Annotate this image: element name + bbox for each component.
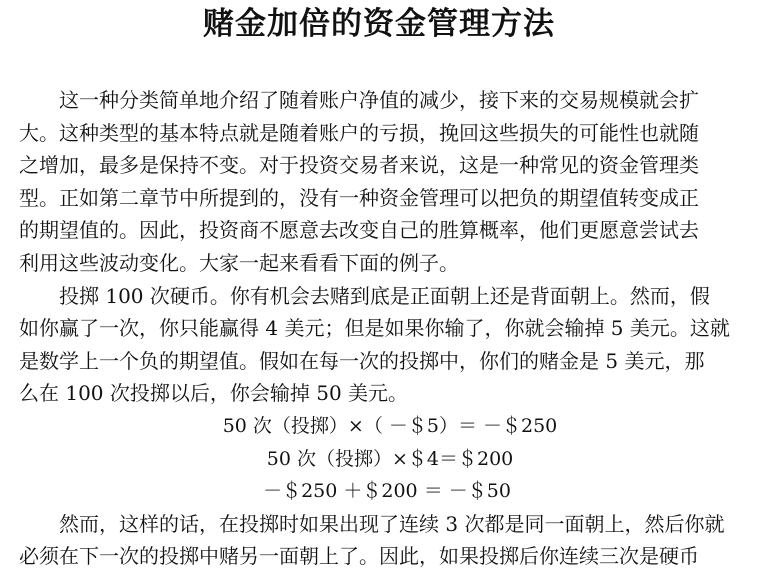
text-line: 这一种分类简单地介绍了随着账户净值的减少，接下来的交易规模就会扩 [59,88,699,112]
equation-gain: 50 次（投掷）×＄4＝＄200 [266,447,514,470]
text-line: 必须在下一次的投掷中赌另一面朝上了。因此，如果投掷后你连续三次是硬币 [19,544,699,569]
text-line: 是数学上一个负的期望值。假如在每一次的投掷中，你们的赌金是 5 美元，那 [19,348,705,373]
text-line: 之增加，最多是保持不变。对于投资交易者来说，这是一种常见的资金管理类 [19,153,699,178]
equation-net: －＄250 ＋＄200 ＝ －＄50 [263,480,511,503]
text-line: 投掷 100 次硬币。你有机会去赌到底是正面朝上还是背面朝上。然而，假 [59,283,710,308]
document-body [19,84,743,573]
text-line: 利用这些波动变化。大家一起来看看下面的例子。 [19,250,459,275]
text-line: 型。正如第二章节中所提到的，没有一种资金管理可以把负的期望值转变成正 [19,185,699,210]
text-line: 的期望值的。因此，投资商不愿意去改变自己的胜算概率，他们更愿意尝试去 [19,218,699,243]
paragraph-coin-example [19,280,743,410]
paragraph-intro [19,84,743,280]
text-line: 大。这种类型的基本特点就是随着账户的亏损，挽回这些损失的可能性也就随 [19,120,699,145]
paragraph-streak-rule [19,508,743,573]
equation-loss: 50 次（投掷）×（ －＄5）＝ －＄250 [222,414,558,437]
page-title: 赌金加倍的资金管理方法 [203,6,555,42]
text-line: 如你赢了一次，你只能赢得 4 美元；但是如果你输了，你就会输掉 5 美元。这就 [19,316,730,341]
text-line: 然而，这样的话，在投掷时如果出现了连续 3 次都是同一面朝上，然后你就 [59,511,725,536]
equation-block [19,410,743,508]
text-line: 么在 100 次投掷以后，你会输掉 50 美元。 [19,381,409,406]
